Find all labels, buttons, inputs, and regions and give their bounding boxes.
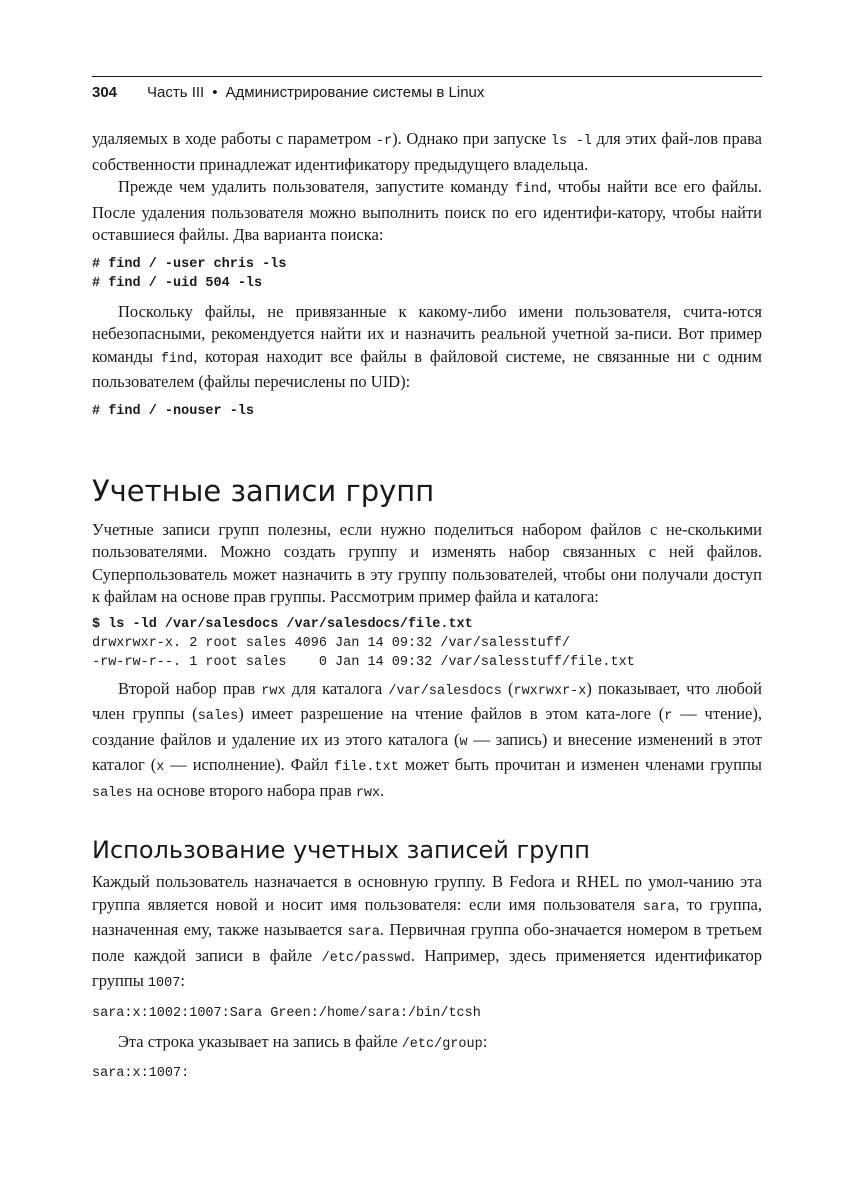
code-ls-output: drwxrwxr-x. 2 root sales 4096 Jan 14 09:32 /var/salesstuff/ -rw-rw-r--. 1 root sales 0 Jan 14 09:32 /var/salesstuff/file.txt [92,635,635,670]
page-body [92,128,762,1083]
code-find-nouser: # find / -nouser -ls [92,403,255,419]
paragraph-1: удаляемых в ходе работы с параметром -r). Однако при запуске ls -l для этих фай-лов права собственности принадлежат идентификатору предыдущего владельца. [92,129,762,174]
paragraph-5: Второй набор прав rwx для каталога /var/salesdocs (rwxrwxr-x) показывает, что любой член группы (sales) имеет разрешение на чтение файлов в этом ката-логе (r — чтение), создание файлов и удаление их из этого каталога (w — запись) и внесение изменений в этот каталог (x — исполнение). Файл file.txt может быть прочитан и изменен членами группы sales на основе второго набора прав rwx. [92,678,763,801]
code-ls-command: $ ls -ld /var/salesdocs /var/salesdocs/file.txt [92,616,473,632]
code-group-line: sara:x:1007: [92,1066,190,1081]
code-find-user: # find / -user chris -ls # find / -uid 504 -ls [92,256,287,291]
paragraph-3: Поскольку файлы, не привязанные к какому-либо имени пользователя, счита-ются небезопасными, рекомендуется найти их и назначить реальной учетной за-писи. Вот пример команды find, которая находит все файлы в файловой системе, не связанные ни с одним пользователем (файлы перечислены по UID): [92,301,762,391]
part-title: Администрирование системы в Linux [225,84,485,101]
heading-using-group-accounts: Использование учетных записей групп [92,836,590,864]
part-label: Часть III [147,84,205,101]
paragraph-6: Каждый пользователь назначается в основную группу. В Fedora и RHEL по умол-чанию эта группа является новой и носит имя пользователя: если имя пользователя sara, то группа, назначенная ему, также называется sara. Первичная группа обо-значается номером в третьем поле каждой записи в файле /etc/passwd. Например, здесь применяется идентификатор группы 1007: [92,872,763,991]
running-header [92,84,762,104]
heading-group-accounts: Учетные записи групп [92,473,435,508]
paragraph-7: Эта строка указывает на запись в файле /etc/group: [118,1031,488,1052]
page-number: 304 [92,84,118,101]
code-passwd-line: sara:x:1002:1007:Sara Green:/home/sara:/bin/tcsh [92,1005,481,1021]
paragraph-4: Учетные записи групп полезны, если нужно поделиться набором файлов с не-сколькими пользователями. Можно создать группу и изменять набор связанных с ней файлов. Суперпользователь может назначить в эту группу пользователей, чтобы они получали доступ к файлам на основе прав группы. Рассмотрим пример файла и каталога: [92,519,762,606]
paragraph-2: Прежде чем удалить пользователя, запустите команду find, чтобы найти все его файлы. После удаления пользователя можно выполнить поиск по его идентифи-катору, чтобы найти оставшиеся файлы. Два варианта поиска: [92,177,762,244]
header-rule [92,76,762,77]
header-separator: • [212,84,218,101]
